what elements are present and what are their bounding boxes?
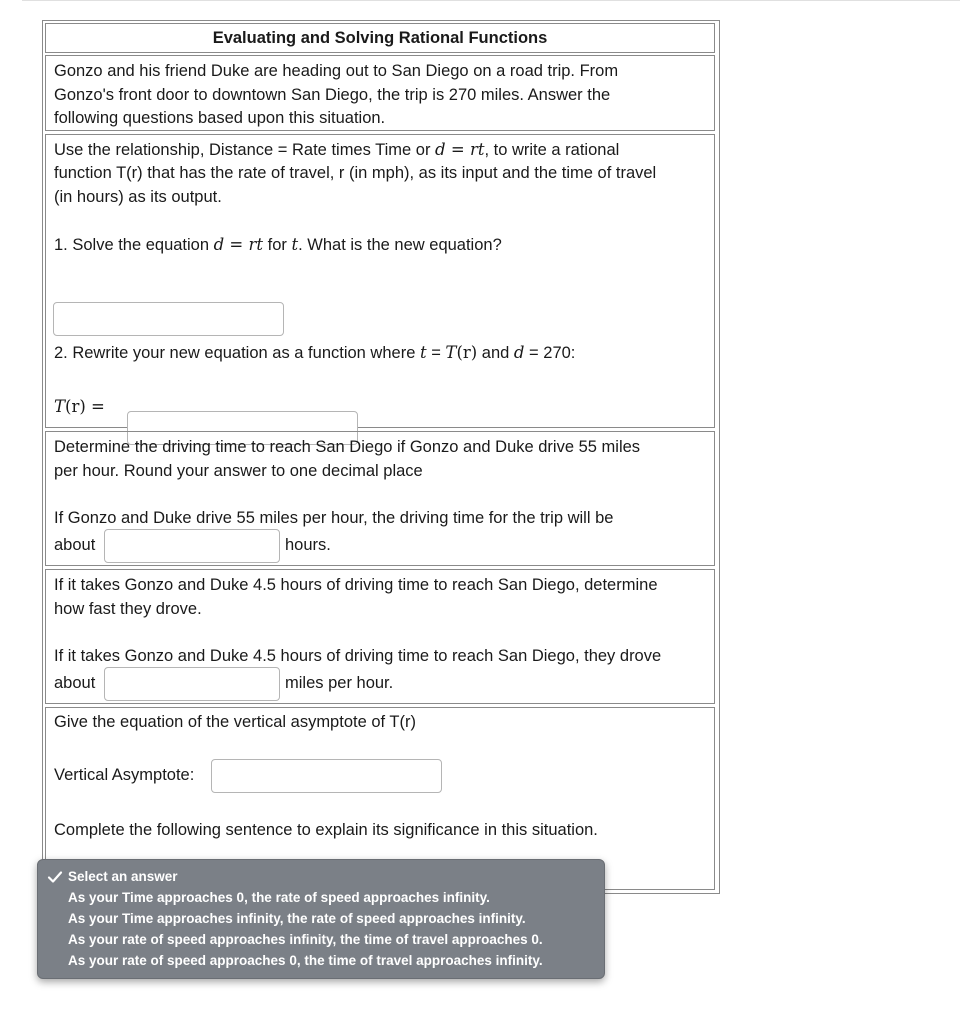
part3-unit-label: miles per hour. [285, 674, 394, 692]
part2-row [45, 431, 715, 566]
part2-line-2: per hour. Round your answer to one decimal place [54, 461, 423, 480]
vertical-asymptote-label: Vertical Asymptote: [54, 766, 195, 784]
part3-line-2: how fast they drove. [54, 599, 202, 618]
intro-line-2: Gonzo's front door to downtown San Diego, the trip is 270 miles. Answer the [54, 85, 611, 104]
question-table [42, 20, 720, 894]
intro-line-3: following questions based upon this situation. [54, 109, 386, 127]
dropdown-option-placeholder[interactable]: Select an answer [68, 869, 178, 884]
part1-line-1-text-a: Use the relationship, Distance = Rate times Time or [54, 141, 436, 159]
math-equals: = [224, 235, 249, 254]
math-r: (r) [65, 397, 86, 416]
top-divider [22, 0, 960, 1]
q1-text-a: 1. Solve the equation [54, 236, 214, 254]
checkmark-icon [46, 868, 64, 886]
tr-label [54, 395, 134, 420]
title-row [45, 23, 715, 53]
math-equals: = [445, 140, 470, 159]
dropdown-option-1[interactable]: As your Time approaches 0, the rate of speed approaches infinity. [68, 890, 490, 905]
driving-time-input[interactable] [104, 529, 280, 563]
math-r: (r) [456, 343, 478, 362]
vertical-asymptote-input[interactable] [211, 759, 442, 793]
q2-text-d: = 270: [524, 344, 576, 362]
math-equals: = [85, 397, 105, 416]
math-rt: rt [469, 140, 485, 159]
dropdown-option-3[interactable]: As your rate of speed approaches infinity, the time of travel approaches 0. [68, 932, 543, 947]
page-title: Evaluating and Solving Rational Functions [212, 29, 548, 47]
speed-input[interactable] [104, 667, 280, 701]
part1-line-3: (in hours) as its output. [54, 187, 222, 206]
part1-line-1-text-b: , to write a rational [484, 141, 620, 159]
math-rt: rt [248, 235, 264, 254]
part3-line-1: If it takes Gonzo and Duke 4.5 hours of driving time to reach San Diego, determine [54, 576, 658, 594]
part2-about-label: about [54, 536, 96, 554]
new-equation-input[interactable] [53, 302, 284, 336]
significance-prompt: Complete the following sentence to explain its significance in this situation. [54, 821, 598, 839]
part1-line-1 [54, 138, 708, 163]
part2-line-3: If Gonzo and Duke drive 55 miles per hour, the driving time for the trip will be [54, 509, 614, 527]
q1-text-c: . What is the new equation? [298, 236, 502, 254]
question-2 [54, 341, 708, 366]
math-d: d [435, 140, 446, 159]
math-T: T [445, 343, 457, 362]
part3-line-3: If it takes Gonzo and Duke 4.5 hours of driving time to reach San Diego, they drove [54, 647, 662, 665]
part4-line-1: Give the equation of the vertical asymptote of T(r) [54, 713, 416, 731]
part2-unit-label: hours. [285, 536, 331, 554]
math-T: T [54, 397, 66, 416]
part3-row [45, 569, 715, 704]
q2-text-a: 2. Rewrite your new equation as a function where [54, 344, 420, 362]
q2-text-b: = [426, 344, 446, 362]
part1-line-2: function T(r) that has the rate of travel, r (in mph), as its input and the time of travel [54, 164, 657, 182]
part3-about-label: about [54, 674, 96, 692]
intro-line-1: Gonzo and his friend Duke are heading out to San Diego on a road trip. From [54, 62, 619, 80]
intro-row [45, 55, 715, 131]
dropdown-option-2[interactable]: As your Time approaches infinity, the rate of speed approaches infinity. [68, 911, 526, 926]
math-d: d [513, 343, 525, 362]
part2-line-1: Determine the driving time to reach San Diego if Gonzo and Duke drive 55 miles [54, 438, 641, 456]
q1-text-b: for [263, 236, 292, 254]
part1-row [45, 134, 715, 428]
significance-dropdown[interactable] [37, 859, 605, 979]
question-1 [54, 233, 708, 258]
math-t: t [291, 235, 299, 254]
math-t: t [419, 343, 427, 362]
q2-text-c: and [477, 344, 514, 362]
dropdown-option-4[interactable]: As your rate of speed approaches 0, the time of travel approaches infinity. [68, 953, 543, 968]
math-d: d [213, 235, 225, 254]
